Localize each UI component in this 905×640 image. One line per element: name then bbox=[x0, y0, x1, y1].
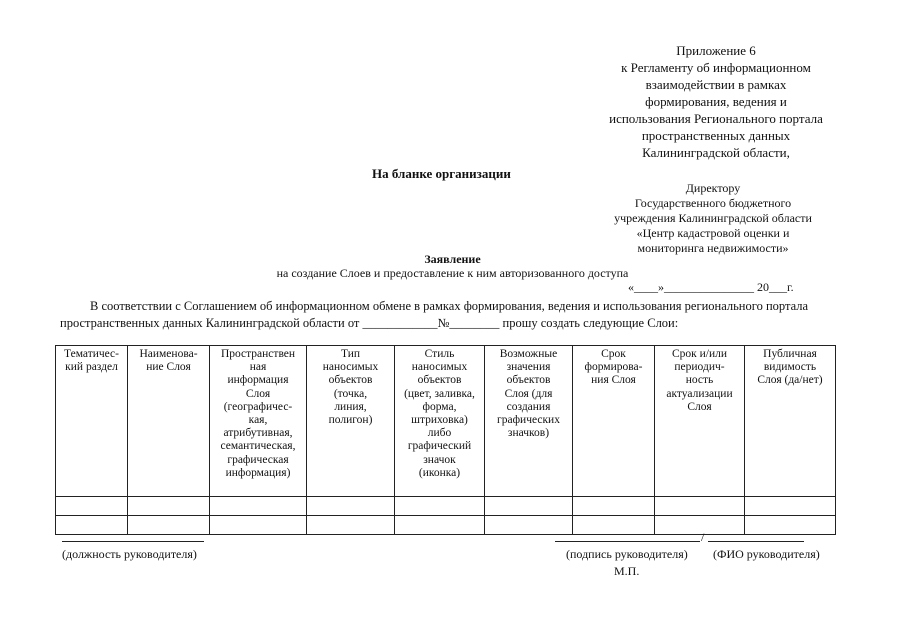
table-cell[interactable] bbox=[128, 497, 210, 516]
table-cell[interactable] bbox=[210, 516, 307, 535]
appendix-line: формирования, ведения и bbox=[645, 94, 787, 109]
addressee-line: мониторинга недвижимости» bbox=[637, 241, 789, 255]
table-row bbox=[56, 516, 836, 535]
statement-subtitle: на создание Слоев и предоставление к ним авторизованного доступа bbox=[276, 266, 629, 280]
table-cell[interactable] bbox=[307, 516, 395, 535]
table-cell[interactable] bbox=[395, 516, 485, 535]
column-header: Публичная видимость Слоя (да/нет) bbox=[745, 346, 836, 497]
table-cell[interactable] bbox=[485, 497, 573, 516]
table-row bbox=[56, 497, 836, 516]
table-cell[interactable] bbox=[56, 497, 128, 516]
name-signature-line[interactable] bbox=[708, 541, 804, 542]
addressee-line: Директору bbox=[685, 181, 741, 195]
appendix-line: использования Регионального портала bbox=[609, 111, 823, 126]
column-header: Стиль наносимых объектов (цвет, заливка, форма, штриховка) либо графический значок (иконка) bbox=[395, 346, 485, 497]
table-cell[interactable] bbox=[56, 516, 128, 535]
table-cell[interactable] bbox=[655, 497, 745, 516]
date-line: «____»_______________ 20___г. bbox=[628, 280, 794, 294]
appendix-line: Приложение 6 bbox=[676, 43, 756, 58]
addressee-line: «Центр кадастровой оценки и bbox=[636, 226, 790, 240]
position-caption: (должность руководителя) bbox=[62, 547, 197, 561]
statement-title: Заявление bbox=[424, 252, 481, 266]
appendix-line: пространственных данных bbox=[641, 128, 791, 143]
addressee-line: Государственного бюджетного bbox=[634, 196, 792, 210]
table-cell[interactable] bbox=[573, 516, 655, 535]
column-header: Наименова- ние Слоя bbox=[128, 346, 210, 497]
table-cell[interactable] bbox=[485, 516, 573, 535]
signature-separator: / bbox=[701, 530, 705, 544]
column-header: Срок и/или периодич- ность актуализации Слоя bbox=[655, 346, 745, 497]
table-cell[interactable] bbox=[745, 516, 836, 535]
statement-body bbox=[60, 298, 850, 332]
addressee-block bbox=[588, 181, 838, 256]
appendix-header bbox=[586, 42, 846, 161]
table-header-row bbox=[56, 346, 836, 497]
addressee-line: учреждения Калининградской области bbox=[614, 211, 812, 225]
statement-body-line: В соответствии с Соглашением об информационном обмене в рамках формирования, ведения и использования регионального портала bbox=[90, 299, 809, 313]
column-header: Возможные значения объектов Слоя (для создания графических значков) bbox=[485, 346, 573, 497]
appendix-line: к Регламенту об информационном bbox=[621, 60, 811, 75]
table-cell[interactable] bbox=[745, 497, 836, 516]
statement-body-line: пространственных данных Калининградской области от ____________№________ прошу создать следующие Слои: bbox=[60, 316, 679, 330]
table-cell[interactable] bbox=[210, 497, 307, 516]
column-header: Тематичес- кий раздел bbox=[56, 346, 128, 497]
table-cell[interactable] bbox=[655, 516, 745, 535]
appendix-line: взаимодействии в рамках bbox=[645, 77, 787, 92]
name-caption: (ФИО руководителя) bbox=[713, 547, 820, 561]
signature-caption: (подпись руководителя) bbox=[566, 547, 688, 561]
blank-title: На бланке организации bbox=[372, 166, 511, 181]
signature-line[interactable] bbox=[555, 541, 700, 542]
seal-mark: М.П. bbox=[614, 564, 640, 578]
column-header: Срок формирова- ния Слоя bbox=[573, 346, 655, 497]
table-cell[interactable] bbox=[128, 516, 210, 535]
table-cell[interactable] bbox=[307, 497, 395, 516]
layers-table bbox=[55, 345, 836, 535]
table-cell[interactable] bbox=[395, 497, 485, 516]
appendix-line: Калининградской области, bbox=[642, 145, 790, 160]
column-header: Пространствен ная информация Слоя (географичес- кая, атрибутивная, семантическая, графическая информация) bbox=[210, 346, 307, 497]
table-cell[interactable] bbox=[573, 497, 655, 516]
position-signature-line[interactable] bbox=[62, 541, 204, 542]
column-header: Тип наносимых объектов (точка, линия, полигон) bbox=[307, 346, 395, 497]
